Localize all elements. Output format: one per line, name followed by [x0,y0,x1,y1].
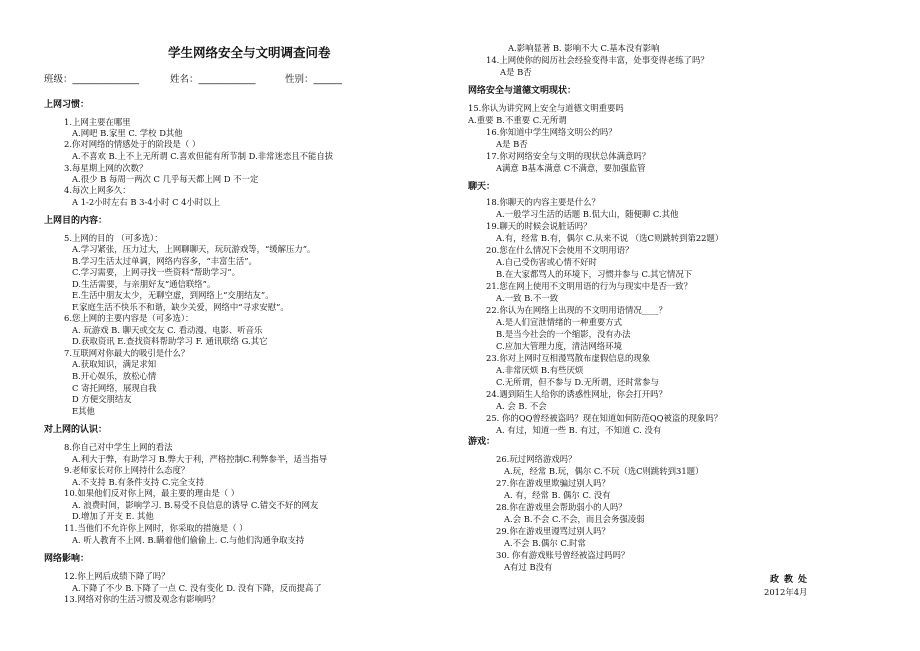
question-2: 2.你对网络的情感处于的阶段是（ ） [64,139,201,149]
question-10: 10.如果他们反对你上网，最主要的理由是（ ） [64,488,240,498]
question-14-options: A是 B否 [500,67,532,77]
question-28: 28.你在游戏里会帮助弱小的人吗？ [496,502,627,512]
question-23-options-2: C.无所谓，但不参与 D.无所谓，还时常参与 [496,377,659,387]
question-21: 21.您在网上使用不文明用语的行为与现实中是否一致？ [486,281,692,291]
question-11: 11.当他们不允许你上网时，你采取的措施是（ ） [64,523,248,533]
section-title-purpose: 上网目的内容： [44,216,108,226]
question-7-option-c: C 寄托网络，展现自我 [72,383,157,393]
question-20: 20.您在什么情况下会使用不文明用语？ [486,245,634,255]
question-10-options-2: D.增加了开支 E. 其他 [72,511,154,521]
question-5-option-b: B.学习生活太过单调，网络内容多，“丰富生活”。 [72,256,257,266]
question-23: 23.你对上网时互相漫骂散布虚假信息的现象 [486,353,651,363]
question-9: 9.老师家长对你上网持什么态度？ [64,465,190,475]
question-13: 13.网络对你的生活习惯及观念有影响吗？ [64,594,220,604]
question-27-options: A. 有，经常 B. 偶尔 C. 没有 [504,490,611,500]
question-11-options: A. 听人教育不上网. B.瞒着他们偷偷上. C.与他们沟通争取支持 [72,535,305,545]
question-5-option-c: C.学习需要，上网寻找一些资料“帮助学习”。 [72,267,241,277]
question-28-options: A.会 B.不会 C.不会，而且会务强凌弱 [504,514,645,524]
question-6: 6.您上网的主要内容是（可多选）： [64,313,194,323]
question-14: 14.上网使你的阅历社会经验变得丰富，处事变得老练了吗？ [486,55,709,65]
section-title-chat: 聊天： [468,182,496,192]
name-field-label: 姓名：____________ [170,74,256,85]
section-title-games: 游戏： [468,437,496,447]
question-7: 7.互联网对你最大的吸引是什么？ [64,348,190,358]
question-7-option-b: B.开心娱乐，放松心情 [72,371,157,381]
question-29: 29.你在游戏里谩骂过别人吗？ [496,526,610,536]
page-title: 学生网络安全与文明调查问卷 [168,45,331,60]
question-5: 5.上网的目的 （可多选）： [64,233,163,243]
question-20-option-a: A.自己受伤害或心情不好时 [496,257,597,267]
question-26-options: A.玩，经常 B.玩，偶尔 C.不玩（选C则跳转到31题） [504,466,704,476]
question-5-option-e: E.生活中朋友太少，无聊空虚，到网络上“交朋结友”。 [72,290,274,300]
question-24: 24.遇到陌生人给你的诱惑性网址，你会打开吗？ [486,389,667,399]
section-title-habits: 上网习惯： [44,100,90,110]
section-title-influence: 网络影响： [44,554,90,564]
question-30-options: A有过 B没有 [504,562,553,572]
question-25: 25. 你的QQ曾经被盗吗？现在知道如何防范QQ被盗的现象吗？ [486,413,723,423]
question-20-option-b: B.在大家都骂人的环境下，习惯并参与 C.其它情况下 [496,269,693,279]
question-30: 30. 你有游戏账号曾经被盗过吗吗？ [496,550,630,560]
question-22-option-a: A.是人们宣泄情绪的一种重要方式 [496,317,622,327]
question-4-options: A 1-2小时左右 B 3-4小时 C 4小时以上 [72,197,220,207]
question-22: 22.你认为在网络上出现的不文明用语情况____？ [486,305,667,315]
question-7-option-a: A.获取知识，满足求知 [72,359,157,369]
question-16: 16.你知道中学生网络文明公约吗？ [486,127,617,137]
question-13-options: A.影响显著 B. 影响不大 C.基本没有影响 [508,43,660,53]
question-8-options: A.利大于弊，有助学习 B.弊大于利，严格控制C.利弊参半，适当指导 [72,454,328,464]
gender-field-label: 性别：______ [285,74,343,85]
question-10-options-1: A. 浪费时间，影响学习. B.易受不良信息的诱导 C.错交不好的网友 [72,500,319,510]
question-17-options: A满意 B基本满意 C不满意，要加强监管 [496,163,646,173]
question-7-option-e: E其他 [72,406,95,416]
question-5-option-a: A.学习紧张，压力过大，上网聊聊天，玩玩游戏等，“缓解压力”。 [72,244,316,254]
question-22-option-c: C.应加大管理力度，清洁网络环境 [496,341,623,351]
question-25-options: A. 有过，知道一些 B. 有过，不知道 C. 没有 [496,425,662,435]
question-24-options: A. 会 B. 不会 [496,401,547,411]
question-12-options: A.下降了不少 B.下降了一点 C. 没有变化 D. 没有下降，反而提高了 [72,583,322,593]
section-title-safety: 网络安全与道德文明现状： [468,86,577,96]
question-2-options: A.不喜欢 B.上不上无所谓 C.喜欢但能有所节制 D.非常迷恋且不能自拔 [72,151,334,161]
question-23-options-1: A.非常厌烦 B.有些厌烦 [496,365,584,375]
question-26: 26.玩过网络游戏吗？ [496,454,577,464]
question-18: 18.你聊天的内容主要是什么？ [486,197,600,207]
class-field-label: 班级：______________ [44,74,140,85]
question-18-options: A.一般学习生活的话题 B.侃大山，随便聊 C.其他 [496,209,679,219]
question-19: 19.聊天的时候会说脏话吗？ [486,221,592,231]
question-29-options: A.不会 B.偶尔 C.时常 [504,538,586,548]
question-21-options: A.一致 B.不一致 [496,293,559,303]
question-19-options: A.有，经常 B.有，偶尔 C.从来不说 （选C则跳转到第22题） [496,233,724,243]
question-3: 3.每星期上网的次数？ [64,163,148,173]
question-3-options: A.很少 B 每周一两次 C 几乎每天都上网 D 不一定 [72,174,259,184]
question-15-options: A.重要 B.不重要 C.无所谓 [468,115,567,125]
question-9-options: A.不支持 B.有条件支持 C.完全支持 [72,477,205,487]
question-17: 17.你对网络安全与文明的现状总体满意吗？ [486,151,651,161]
section-title-awareness: 对上网的认识： [44,425,108,435]
question-27: 27.你在游戏里欺骗过别人吗？ [496,478,610,488]
issue-date: 2012年4月 [764,587,808,597]
question-6-options-1: A. 玩游戏 B. 聊天或交友 C. 看动漫、电影、听音乐 [72,325,263,335]
question-22-option-b: B.是当今社会的一个缩影，没有办法 [496,329,631,339]
question-1-options: A.网吧 B.家里 C. 学校 D其他 [72,128,183,138]
question-15: 15.你认为讲究网上安全与道德文明重要吗 [468,103,624,113]
question-7-option-d: D 方便交朋结友 [72,394,132,404]
issuer-signature: 政教处 [770,575,813,585]
question-1: 1.上网主要在哪里 [64,117,131,127]
question-5-option-f: F.家庭生活不快乐不和谐，缺少关爱，网络中“寻求安慰”。 [72,302,289,312]
question-16-options: A是 B否 [496,139,528,149]
question-8: 8.你自己对中学生上网的看法 [64,442,173,452]
question-6-options-2: D.获取资讯 E.查找资料帮助学习 F. 通讯联络 G.其它 [72,336,268,346]
question-12: 12.你上网后成绩下降了吗？ [64,571,170,581]
question-5-option-d: D.生活需要，与亲朋好友“通信联络”。 [72,279,216,289]
question-4: 4.每次上网多久： [64,185,131,195]
